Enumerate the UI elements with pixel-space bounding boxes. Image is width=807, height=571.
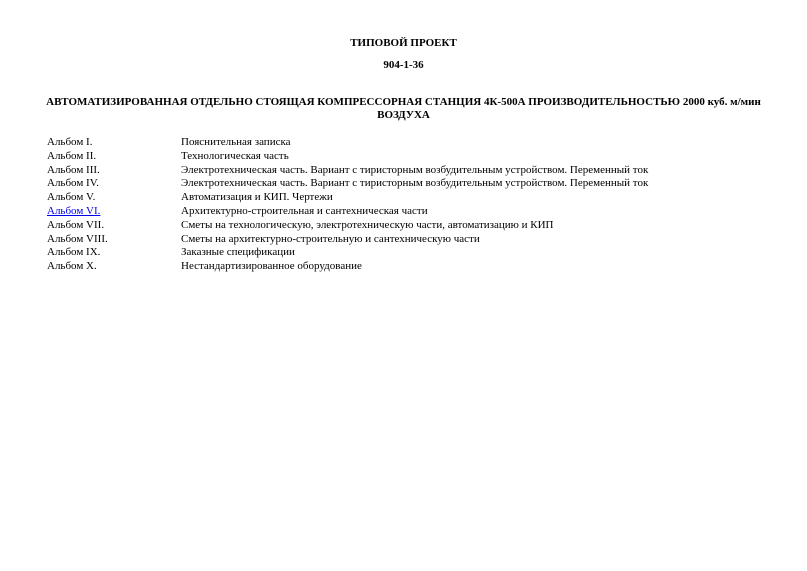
- album-title: Заказные спецификации: [181, 246, 295, 259]
- album-row: [47, 260, 767, 274]
- album-title: Технологическая часть: [181, 149, 289, 162]
- album-row: [47, 164, 767, 178]
- album-title: Архитектурно-строительная и сантехническая части: [181, 204, 428, 217]
- album-row: [47, 150, 767, 164]
- album-name: [47, 205, 181, 219]
- album-name: Альбом VIII.: [47, 232, 108, 245]
- album-name: Альбом IV.: [47, 177, 99, 190]
- album-row: [47, 219, 767, 233]
- album-title: Сметы на архитектурно-строительную и сантехническую части: [181, 232, 480, 245]
- project-label: ТИПОВОЙ ПРОЕКТ: [350, 37, 457, 49]
- album-vi-link[interactable]: Альбом VI.: [47, 204, 101, 217]
- album-name: Альбом II.: [47, 149, 97, 162]
- album-name: Альбом III.: [47, 163, 100, 176]
- album-row: [47, 233, 767, 247]
- document-heading: АВТОМАТИЗИРОВАННАЯ ОТДЕЛЬНО СТОЯЩАЯ КОМПРЕССОРНАЯ СТАНЦИЯ 4К-500А ПРОИЗВОДИТЕЛЬНОСТЬЮ 2000 куб. м/мин ВОЗДУХА: [46, 96, 761, 121]
- album-name: Альбом X.: [47, 260, 97, 273]
- album-row: [47, 136, 767, 150]
- album-list: [47, 136, 767, 274]
- album-title: Нестандартизированное оборудование: [181, 260, 362, 273]
- album-title: Электротехническая часть. Вариант с тиристорным возбудительным устройством. Переменный ток: [181, 177, 649, 190]
- album-title: Пояснительная записка: [181, 136, 291, 148]
- album-title: Автоматизация и КИП. Чертежи: [181, 191, 333, 204]
- album-name: Альбом VII.: [47, 218, 105, 231]
- album-row: [47, 177, 767, 191]
- album-row: [47, 246, 767, 260]
- album-row: [47, 205, 767, 219]
- album-title: Сметы на технологическую, электротехническую части, автоматизацию и КИП: [181, 218, 554, 231]
- project-number: 904-1-36: [383, 59, 424, 71]
- album-name: Альбом I.: [47, 136, 93, 148]
- album-title: Электротехническая часть. Вариант с тиристорным возбудительным устройством. Переменный ток: [181, 163, 649, 176]
- album-row: [47, 191, 767, 205]
- album-name: Альбом IX.: [47, 246, 101, 259]
- album-name: Альбом V.: [47, 191, 96, 204]
